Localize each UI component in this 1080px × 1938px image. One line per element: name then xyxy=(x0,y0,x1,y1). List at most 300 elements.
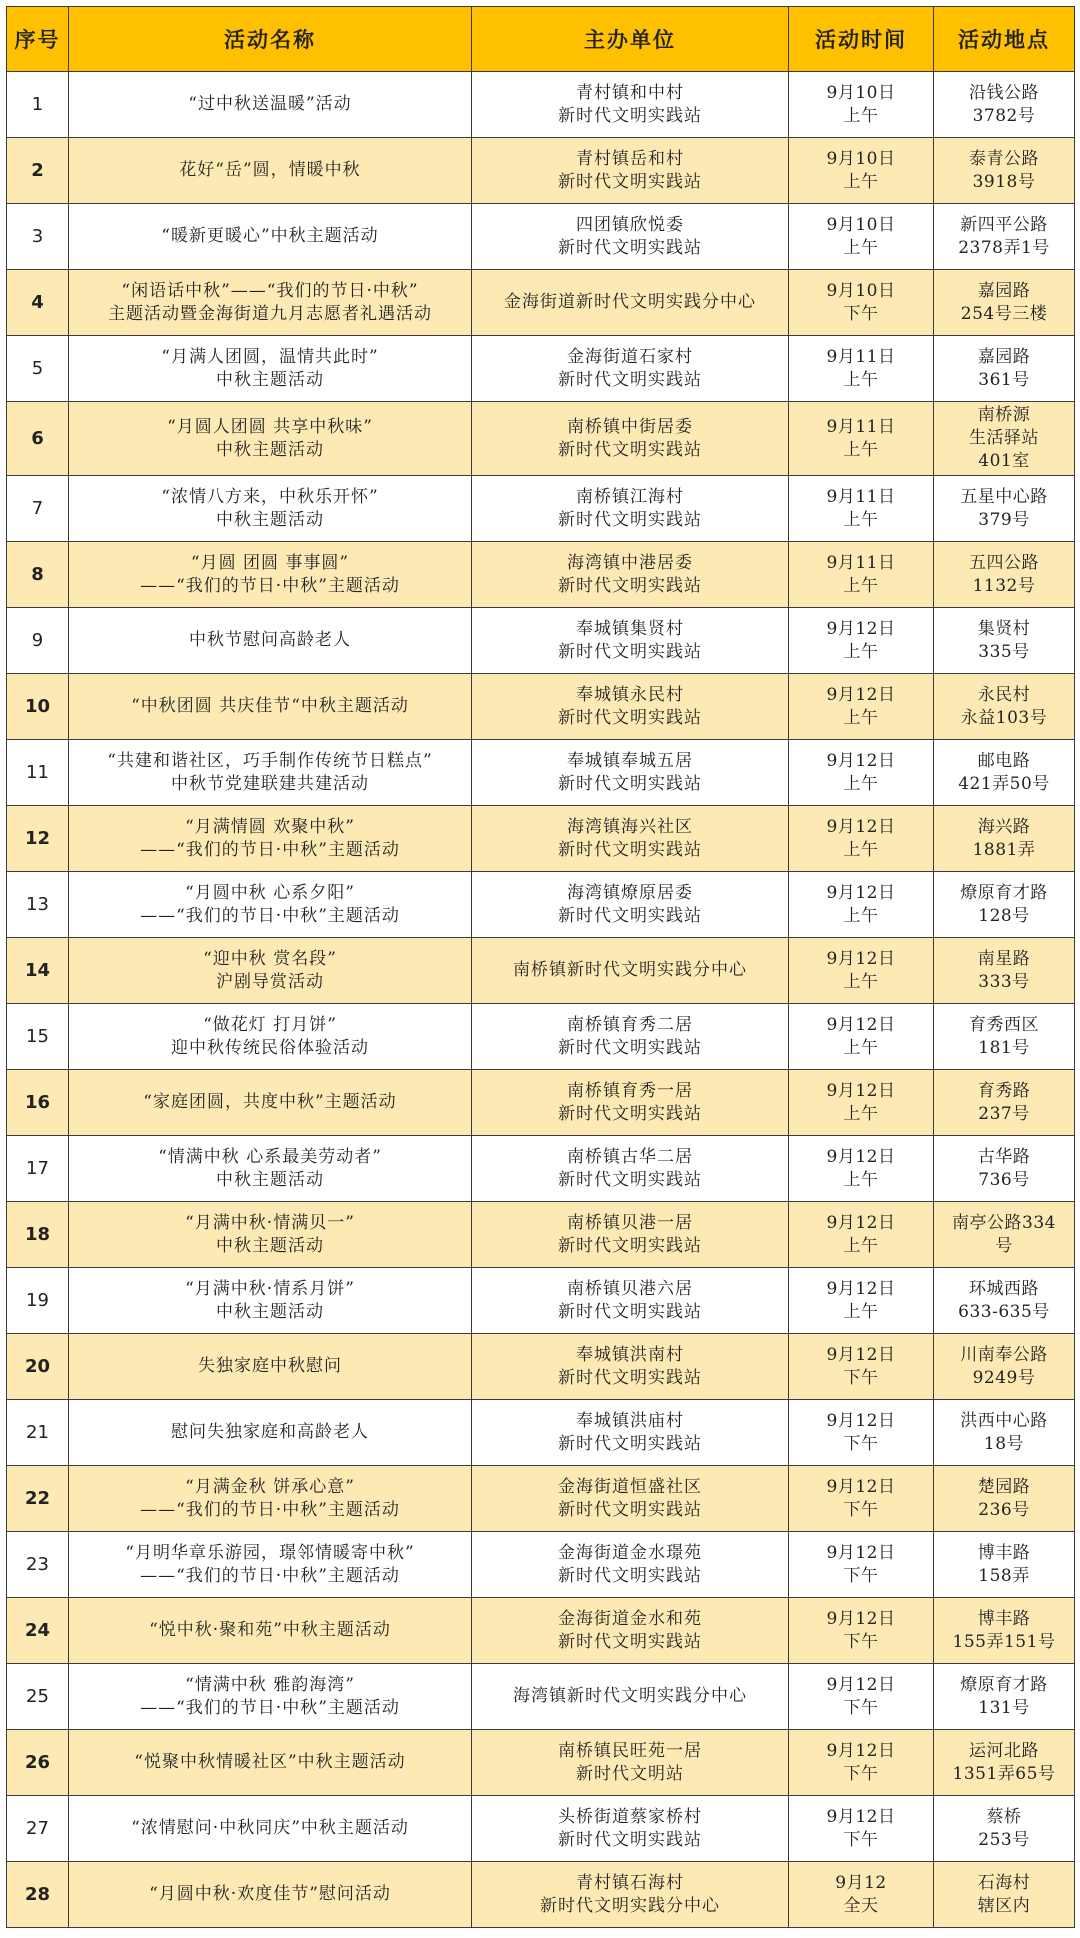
organizer-cell xyxy=(472,270,789,336)
activity-place-line: 燎原育才路 xyxy=(960,882,1048,903)
organizer-line: 新时代文明实践站 xyxy=(558,1169,702,1190)
organizer-line: 头桥街道蔡家桥村 xyxy=(558,1806,702,1827)
table-row xyxy=(7,402,1075,476)
organizer-cell xyxy=(472,336,789,402)
activity-place-cell xyxy=(934,1730,1075,1796)
activity-place-cell xyxy=(934,1268,1075,1334)
organizer-cell xyxy=(472,1136,789,1202)
activity-name-cell xyxy=(69,1202,472,1268)
activity-name-cell xyxy=(69,674,472,740)
activity-time-line: 9月12日 xyxy=(826,882,896,903)
activity-time-cell xyxy=(789,740,934,806)
activity-place-line: 2378弄1号 xyxy=(958,237,1050,258)
activity-place-cell xyxy=(934,542,1075,608)
activity-place-line: 158弄 xyxy=(978,1565,1030,1586)
serial-number-cell: 22 xyxy=(7,1466,69,1532)
activity-name-line: “暖新更暖心”中秋主题活动 xyxy=(161,226,379,246)
activity-place-line: 1881弄 xyxy=(972,839,1036,860)
organizer-line: 新时代文明实践站 xyxy=(558,105,702,126)
activity-place-line: 3782号 xyxy=(972,105,1036,126)
organizer-line: 新时代文明实践站 xyxy=(558,641,702,662)
activity-place-line: 燎原育才路 xyxy=(960,1674,1048,1695)
activity-place-line: 421弄50号 xyxy=(958,773,1050,794)
table-row xyxy=(7,1070,1075,1136)
activity-name-line: “月明华章乐游园，璟邻情暖寄中秋” xyxy=(125,1542,415,1563)
activity-place-cell xyxy=(934,1334,1075,1400)
activity-place-cell xyxy=(934,1598,1075,1664)
organizer-line: 海湾镇新时代文明实践分中心 xyxy=(513,1686,747,1706)
activity-place-line: 运河北路 xyxy=(969,1740,1039,1761)
activity-time-cell xyxy=(789,1202,934,1268)
activity-name-cell xyxy=(69,1400,472,1466)
activity-place-cell xyxy=(934,72,1075,138)
organizer-line: 新时代文明实践站 xyxy=(558,509,702,530)
table-row xyxy=(7,336,1075,402)
header-activity-place: 活动地点 xyxy=(934,7,1075,72)
activity-time-line: 上午 xyxy=(843,773,879,794)
activity-name-cell xyxy=(69,1598,472,1664)
activity-place-cell xyxy=(934,740,1075,806)
activity-name-line: 中秋主题活动 xyxy=(216,509,324,530)
activity-time-line: 9月12日 xyxy=(826,1146,896,1167)
activity-time-line: 全天 xyxy=(843,1895,879,1916)
activity-place-line: 401室 xyxy=(978,451,1030,471)
activity-time-line: 9月11日 xyxy=(826,486,896,507)
organizer-line: 新时代文明实践站 xyxy=(558,1499,702,1520)
activity-name-cell xyxy=(69,1004,472,1070)
activity-name-line: 中秋节慰问高龄老人 xyxy=(189,630,351,650)
activity-name-line: 主题活动暨金海街道九月志愿者礼遇活动 xyxy=(108,303,432,324)
activity-time-line: 9月12日 xyxy=(826,1674,896,1695)
activity-time-line: 9月11日 xyxy=(826,346,896,367)
activity-place-line: 五星中心路 xyxy=(960,486,1048,507)
activity-time-line: 下午 xyxy=(843,303,879,324)
table-row xyxy=(7,806,1075,872)
activity-time-line: 上午 xyxy=(843,839,879,860)
organizer-line: 新时代文明实践站 xyxy=(558,905,702,926)
activity-time-cell xyxy=(789,1400,934,1466)
activity-name-line: “月满人团圆，温情共此时” xyxy=(161,346,379,367)
activity-name-cell xyxy=(69,72,472,138)
activity-time-line: 9月12日 xyxy=(826,750,896,771)
activity-time-line: 上午 xyxy=(843,439,879,460)
organizer-line: 新时代文明实践站 xyxy=(558,1433,702,1454)
activity-time-line: 9月12 xyxy=(835,1872,887,1893)
activity-place-line: 633-635号 xyxy=(958,1301,1050,1322)
activity-time-line: 9月12日 xyxy=(826,1542,896,1563)
organizer-line: 新时代文明实践站 xyxy=(558,439,702,460)
activity-name-line: “共建和谐社区，巧手制作传统节日糕点” xyxy=(107,750,433,771)
organizer-line: 新时代文明实践站 xyxy=(558,1037,702,1058)
organizer-line: 金海街道金水和苑 xyxy=(558,1608,702,1629)
activity-time-cell xyxy=(789,1004,934,1070)
activity-place-line: 号 xyxy=(995,1235,1013,1256)
serial-number-cell: 3 xyxy=(7,204,69,270)
serial-number-cell: 8 xyxy=(7,542,69,608)
activity-time-cell xyxy=(789,1730,934,1796)
organizer-line: 新时代文明实践站 xyxy=(558,1565,702,1586)
serial-number-cell: 6 xyxy=(7,402,69,476)
header-activity-time: 活动时间 xyxy=(789,7,934,72)
activity-place-cell xyxy=(934,138,1075,204)
organizer-cell xyxy=(472,740,789,806)
activity-place-line: 海兴路 xyxy=(977,816,1031,837)
activity-name-line: 沪剧导赏活动 xyxy=(216,971,324,992)
activity-place-line: 辖区内 xyxy=(977,1895,1031,1916)
activity-place-line: 集贤村 xyxy=(977,618,1031,639)
organizer-cell xyxy=(472,476,789,542)
activity-time-cell xyxy=(789,1598,934,1664)
activity-time-line: 上午 xyxy=(843,641,879,662)
activity-time-cell xyxy=(789,1136,934,1202)
serial-number-cell: 1 xyxy=(7,72,69,138)
activity-place-line: 育秀路 xyxy=(977,1080,1031,1101)
serial-number-cell: 4 xyxy=(7,270,69,336)
activity-place-line: 五四公路 xyxy=(969,552,1039,573)
activity-place-line: 335号 xyxy=(978,641,1030,662)
organizer-cell xyxy=(472,1070,789,1136)
activity-place-line: 254号三楼 xyxy=(960,303,1048,324)
table-row xyxy=(7,1862,1075,1928)
activity-name-line: 中秋主题活动 xyxy=(216,1169,324,1190)
activity-time-line: 上午 xyxy=(843,971,879,992)
table-row xyxy=(7,1334,1075,1400)
activity-name-line: 慰问失独家庭和高龄老人 xyxy=(171,1422,369,1442)
activity-name-line: 失独家庭中秋慰问 xyxy=(198,1356,342,1376)
organizer-line: 金海街道石家村 xyxy=(567,346,693,367)
serial-number-cell: 15 xyxy=(7,1004,69,1070)
activity-place-cell xyxy=(934,1004,1075,1070)
activity-time-line: 下午 xyxy=(843,1565,879,1586)
activity-time-line: 上午 xyxy=(843,707,879,728)
activity-time-line: 9月10日 xyxy=(826,214,896,235)
table-row xyxy=(7,1136,1075,1202)
organizer-cell xyxy=(472,204,789,270)
activity-place-cell xyxy=(934,336,1075,402)
activity-time-line: 下午 xyxy=(843,1763,879,1784)
organizer-line: 新时代文明实践站 xyxy=(558,1367,702,1388)
activity-place-line: 泰青公路 xyxy=(969,148,1039,169)
organizer-line: 新时代文明实践站 xyxy=(558,839,702,860)
header-serial-number: 序号 xyxy=(7,7,69,72)
organizer-cell xyxy=(472,1730,789,1796)
activity-name-cell xyxy=(69,1334,472,1400)
serial-number-cell: 17 xyxy=(7,1136,69,1202)
organizer-cell xyxy=(472,402,789,476)
activity-name-cell xyxy=(69,1730,472,1796)
serial-number-cell: 26 xyxy=(7,1730,69,1796)
activity-place-cell xyxy=(934,806,1075,872)
table-row xyxy=(7,1532,1075,1598)
activity-time-cell xyxy=(789,542,934,608)
activity-time-line: 9月11日 xyxy=(826,416,896,437)
organizer-line: 奉城镇洪南村 xyxy=(576,1344,684,1365)
activity-time-line: 下午 xyxy=(843,1499,879,1520)
activity-time-line: 9月12日 xyxy=(826,816,896,837)
table-row xyxy=(7,608,1075,674)
organizer-cell xyxy=(472,1664,789,1730)
activity-time-line: 9月12日 xyxy=(826,948,896,969)
table-row xyxy=(7,1202,1075,1268)
activity-place-line: 邮电路 xyxy=(977,750,1031,771)
activity-name-cell xyxy=(69,476,472,542)
activity-place-line: 1351弄65号 xyxy=(952,1763,1056,1784)
serial-number-cell: 9 xyxy=(7,608,69,674)
activity-name-cell xyxy=(69,1466,472,1532)
serial-number-cell: 23 xyxy=(7,1532,69,1598)
serial-number-cell: 27 xyxy=(7,1796,69,1862)
organizer-cell xyxy=(472,872,789,938)
activity-time-cell xyxy=(789,402,934,476)
activity-place-line: 永益103号 xyxy=(960,707,1048,728)
serial-number-cell: 13 xyxy=(7,872,69,938)
organizer-line: 海湾镇燎原居委 xyxy=(567,882,693,903)
organizer-line: 新时代文明实践站 xyxy=(558,773,702,794)
organizer-cell xyxy=(472,806,789,872)
activity-time-cell xyxy=(789,270,934,336)
activity-place-cell xyxy=(934,1070,1075,1136)
serial-number-cell: 24 xyxy=(7,1598,69,1664)
activity-name-line: “月圆中秋·欢度佳节”慰问活动 xyxy=(149,1884,391,1904)
activity-time-line: 9月12日 xyxy=(826,1212,896,1233)
activity-place-line: 嘉园路 xyxy=(977,346,1031,367)
serial-number-cell: 16 xyxy=(7,1070,69,1136)
activity-name-line: “情满中秋 雅韵海湾” xyxy=(185,1674,355,1695)
serial-number-cell: 10 xyxy=(7,674,69,740)
activity-time-cell xyxy=(789,1070,934,1136)
activity-time-line: 9月12日 xyxy=(826,1608,896,1629)
organizer-cell xyxy=(472,1796,789,1862)
activity-place-line: 736号 xyxy=(978,1169,1030,1190)
activity-time-cell xyxy=(789,476,934,542)
activity-time-cell xyxy=(789,608,934,674)
activity-place-line: 蔡桥 xyxy=(986,1806,1022,1827)
organizer-cell xyxy=(472,1862,789,1928)
activity-name-line: “月圆人团圆 共享中秋味” xyxy=(167,416,373,437)
organizer-line: 南桥镇贝港一居 xyxy=(567,1212,693,1233)
serial-number-cell: 7 xyxy=(7,476,69,542)
activity-name-line: ——“我们的节日·中秋”主题活动 xyxy=(140,1565,400,1586)
activity-name-line: 中秋主题活动 xyxy=(216,369,324,390)
activity-name-line: “情满中秋 心系最美劳动者” xyxy=(158,1146,382,1167)
serial-number-cell: 14 xyxy=(7,938,69,1004)
organizer-line: 青村镇岳和村 xyxy=(576,148,684,169)
table-row xyxy=(7,542,1075,608)
activity-name-line: “迎中秋 赏名段” xyxy=(203,948,337,969)
serial-number-cell: 28 xyxy=(7,1862,69,1928)
activity-name-line: “浓情慰问·中秋同庆”中秋主题活动 xyxy=(131,1818,409,1838)
activity-time-line: 下午 xyxy=(843,1829,879,1850)
activity-name-line: “月满情圆 欢聚中秋” xyxy=(185,816,355,837)
organizer-cell xyxy=(472,1268,789,1334)
activity-time-line: 9月12日 xyxy=(826,1410,896,1431)
serial-number-cell: 21 xyxy=(7,1400,69,1466)
activity-time-line: 上午 xyxy=(843,171,879,192)
activity-name-line: 中秋节党建联建共建活动 xyxy=(171,773,369,794)
organizer-line: 新时代文明实践站 xyxy=(558,707,702,728)
activity-place-line: 236号 xyxy=(978,1499,1030,1520)
organizer-cell xyxy=(472,1004,789,1070)
activity-time-line: 9月12日 xyxy=(826,1278,896,1299)
activity-name-line: 中秋主题活动 xyxy=(216,1235,324,1256)
table-row xyxy=(7,1004,1075,1070)
activity-name-line: ——“我们的节日·中秋”主题活动 xyxy=(140,1499,400,1520)
activity-place-line: 沿钱公路 xyxy=(969,82,1039,103)
activity-name-line: “家庭团圆，共度中秋”主题活动 xyxy=(143,1092,397,1112)
activity-place-line: 永民村 xyxy=(977,684,1031,705)
activity-time-line: 上午 xyxy=(843,509,879,530)
activity-name-cell xyxy=(69,402,472,476)
activity-time-cell xyxy=(789,806,934,872)
activity-time-line: 上午 xyxy=(843,905,879,926)
activity-time-cell xyxy=(789,204,934,270)
activity-name-cell xyxy=(69,542,472,608)
activity-time-line: 上午 xyxy=(843,1103,879,1124)
organizer-line: 新时代文明实践站 xyxy=(558,1235,702,1256)
activity-name-cell xyxy=(69,740,472,806)
activity-time-cell xyxy=(789,1532,934,1598)
activity-place-line: 9249号 xyxy=(972,1367,1036,1388)
table-row xyxy=(7,1268,1075,1334)
organizer-line: 新时代文明实践站 xyxy=(558,237,702,258)
organizer-line: 新时代文明实践站 xyxy=(558,1631,702,1652)
organizer-line: 南桥镇贝港六居 xyxy=(567,1278,693,1299)
activity-time-line: 上午 xyxy=(843,1235,879,1256)
activity-name-cell xyxy=(69,204,472,270)
activity-place-line: 博丰路 xyxy=(977,1608,1031,1629)
serial-number-cell: 12 xyxy=(7,806,69,872)
organizer-line: 金海街道金水璟苑 xyxy=(558,1542,702,1563)
activity-place-cell xyxy=(934,1532,1075,1598)
activity-name-cell xyxy=(69,336,472,402)
activity-time-cell xyxy=(789,1334,934,1400)
activity-time-line: 9月10日 xyxy=(826,280,896,301)
organizer-line: 南桥镇民旺苑一居 xyxy=(558,1740,702,1761)
organizer-line: 奉城镇奉城五居 xyxy=(567,750,693,771)
table-row xyxy=(7,204,1075,270)
organizer-cell xyxy=(472,1400,789,1466)
activity-place-line: 古华路 xyxy=(977,1146,1031,1167)
serial-number-cell: 18 xyxy=(7,1202,69,1268)
organizer-cell xyxy=(472,138,789,204)
table-row xyxy=(7,72,1075,138)
activity-time-line: 9月11日 xyxy=(826,552,896,573)
activity-place-line: 楚园路 xyxy=(977,1476,1031,1497)
activity-name-line: 迎中秋传统民俗体验活动 xyxy=(171,1037,369,1058)
activity-place-cell xyxy=(934,674,1075,740)
organizer-line: 新时代文明实践站 xyxy=(558,1301,702,1322)
activity-time-line: 9月10日 xyxy=(826,82,896,103)
organizer-line: 金海街道恒盛社区 xyxy=(558,1476,702,1497)
activity-place-cell xyxy=(934,1466,1075,1532)
activity-place-cell xyxy=(934,1136,1075,1202)
activity-time-line: 下午 xyxy=(843,1697,879,1718)
activity-place-cell xyxy=(934,1862,1075,1928)
activity-name-line: “月满金秋 饼承心意” xyxy=(185,1476,355,1497)
activity-name-line: “做花灯 打月饼” xyxy=(203,1014,337,1035)
activity-name-line: “过中秋送温暖”活动 xyxy=(188,94,352,114)
activity-place-line: 嘉园路 xyxy=(977,280,1031,301)
activity-time-line: 9月12日 xyxy=(826,1806,896,1827)
activity-name-cell xyxy=(69,1070,472,1136)
organizer-line: 新时代文明实践站 xyxy=(558,171,702,192)
activity-name-line: ——“我们的节日·中秋”主题活动 xyxy=(140,575,400,596)
activity-place-line: 育秀西区 xyxy=(969,1014,1039,1035)
activity-name-line: “浓情八方来，中秋乐开怀” xyxy=(161,486,379,507)
activity-place-line: 333号 xyxy=(978,971,1030,992)
organizer-line: 奉城镇洪庙村 xyxy=(576,1410,684,1431)
activity-place-line: 博丰路 xyxy=(977,1542,1031,1563)
activity-time-cell xyxy=(789,1862,934,1928)
organizer-cell xyxy=(472,1202,789,1268)
activity-time-line: 9月12日 xyxy=(826,1344,896,1365)
activity-place-line: 环城西路 xyxy=(969,1278,1039,1299)
serial-number-cell: 19 xyxy=(7,1268,69,1334)
organizer-cell xyxy=(472,1598,789,1664)
activity-place-line: 3918号 xyxy=(972,171,1036,192)
activity-place-line: 131号 xyxy=(978,1697,1030,1718)
activity-name-cell xyxy=(69,872,472,938)
organizer-line: 海湾镇海兴社区 xyxy=(567,816,693,837)
activity-time-cell xyxy=(789,938,934,1004)
activity-name-cell xyxy=(69,1136,472,1202)
activity-time-cell xyxy=(789,1796,934,1862)
activity-place-cell xyxy=(934,1796,1075,1862)
activity-place-line: 237号 xyxy=(978,1103,1030,1124)
table-row xyxy=(7,1796,1075,1862)
organizer-cell xyxy=(472,1532,789,1598)
activity-time-line: 9月12日 xyxy=(826,1740,896,1761)
activity-name-cell xyxy=(69,270,472,336)
activity-time-line: 9月12日 xyxy=(826,1476,896,1497)
activity-place-cell xyxy=(934,1664,1075,1730)
activity-time-line: 上午 xyxy=(843,1169,879,1190)
table-header-row xyxy=(7,7,1075,72)
activity-time-line: 9月12日 xyxy=(826,618,896,639)
activity-time-line: 下午 xyxy=(843,1631,879,1652)
activity-name-cell xyxy=(69,1862,472,1928)
activity-time-cell xyxy=(789,674,934,740)
table-row xyxy=(7,476,1075,542)
activity-place-line: 南星路 xyxy=(977,948,1031,969)
activity-place-line: 生活驿站 xyxy=(969,428,1039,448)
serial-number-cell: 11 xyxy=(7,740,69,806)
activity-name-line: “悦聚中秋情暖社区”中秋主题活动 xyxy=(134,1752,406,1772)
serial-number-cell: 20 xyxy=(7,1334,69,1400)
organizer-line: 四团镇欣悦委 xyxy=(576,214,684,235)
organizer-line: 奉城镇集贤村 xyxy=(576,618,684,639)
activity-time-line: 9月12日 xyxy=(826,1080,896,1101)
activity-place-line: 379号 xyxy=(978,509,1030,530)
organizer-cell xyxy=(472,1334,789,1400)
activity-place-line: 1132号 xyxy=(972,575,1036,596)
organizer-line: 青村镇石海村 xyxy=(576,1872,684,1893)
activity-name-cell xyxy=(69,938,472,1004)
organizer-line: 奉城镇永民村 xyxy=(576,684,684,705)
activity-name-line: “月满中秋·情满贝一” xyxy=(185,1212,355,1233)
organizer-line: 新时代文明实践站 xyxy=(558,1103,702,1124)
activity-place-line: 128号 xyxy=(978,905,1030,926)
activity-place-cell xyxy=(934,608,1075,674)
activity-time-cell xyxy=(789,72,934,138)
activity-name-line: ——“我们的节日·中秋”主题活动 xyxy=(140,1697,400,1718)
organizer-line: 新时代文明实践站 xyxy=(558,1829,702,1850)
activity-name-line: 中秋主题活动 xyxy=(216,439,324,460)
activity-place-line: 川南奉公路 xyxy=(960,1344,1048,1365)
activity-place-line: 181号 xyxy=(978,1037,1030,1058)
organizer-line: 金海街道新时代文明实践分中心 xyxy=(504,292,756,312)
table-row xyxy=(7,270,1075,336)
